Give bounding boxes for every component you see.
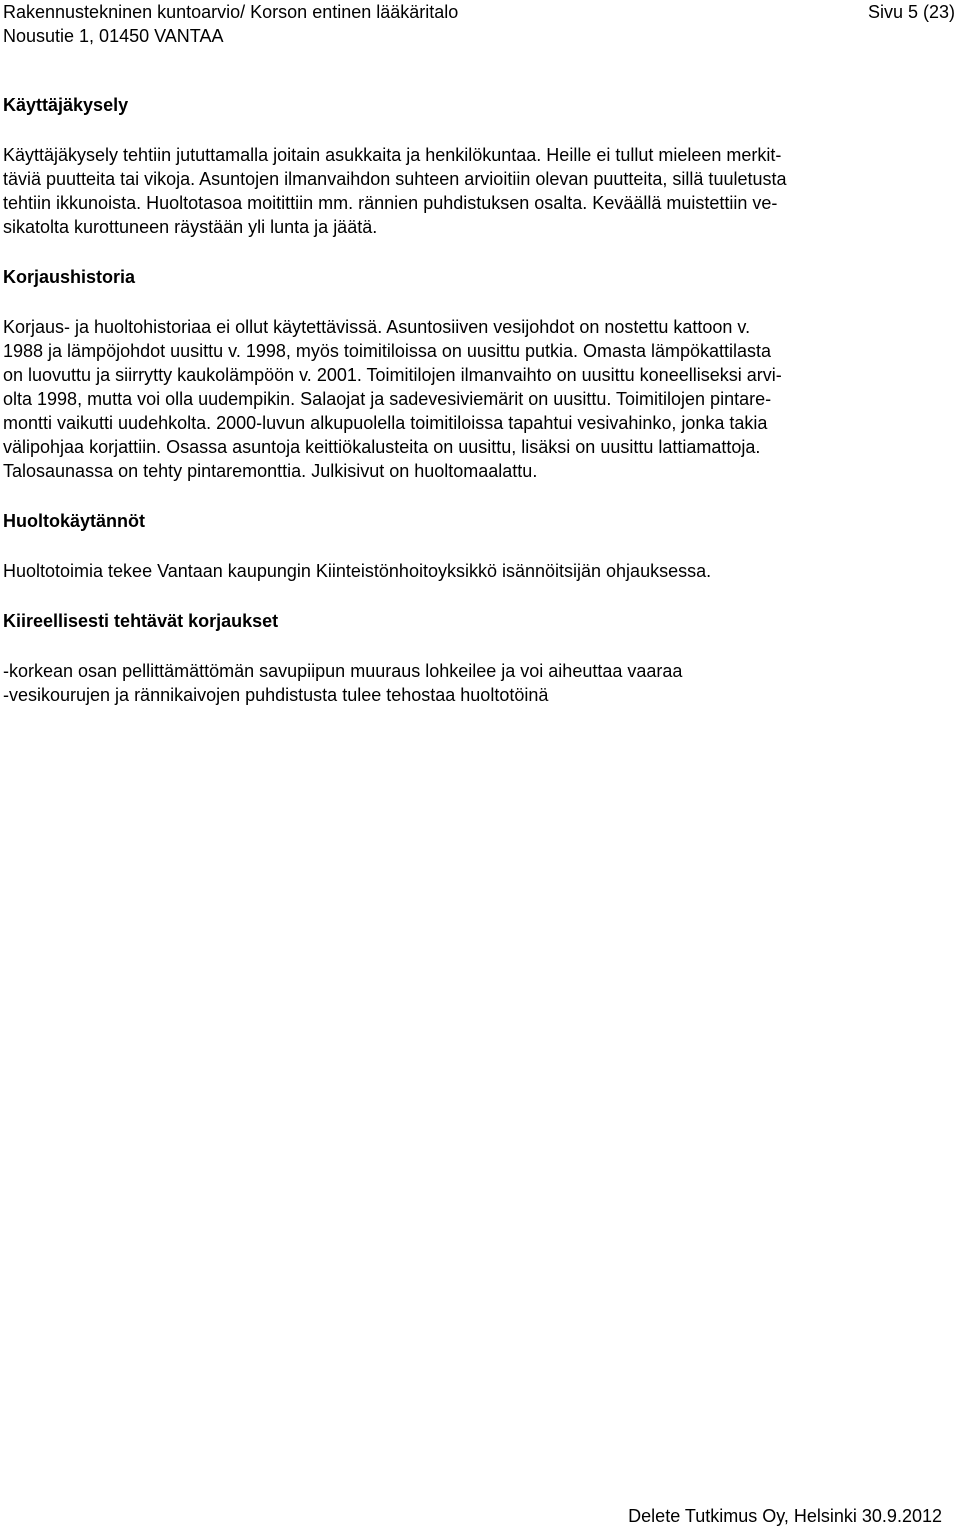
paragraph-line: välipohjaa korjattiin. Osassa asuntoja keittiökalusteita on uusittu, lisäksi on uusittu lattiamattoja.	[3, 437, 761, 457]
paragraph-line: montti vaikutti uudehkolta. 2000-luvun alkupuolella toimitiloissa tapahtui vesivahinko, jonka takia	[3, 413, 768, 433]
document-body	[3, 93, 955, 707]
paragraph-line: Talosaunassa on tehty pintaremonttia. Julkisivut on huoltomaalattu.	[3, 461, 538, 481]
paragraph-line: tehtiin ikkunoista. Huoltotasoa moitittiin mm. rännien puhdistuksen osalta. Keväällä muistettiin ve-	[3, 193, 778, 213]
section-paragraph	[3, 659, 955, 707]
header-top-row	[3, 0, 955, 24]
paragraph-line: olta 1998, mutta voi olla uudempikin. Salaojat ja sadevesiviemärit on uusittu. Toimitilojen pintare-	[3, 389, 772, 409]
section-heading: Kiireellisesti tehtävät korjaukset	[3, 611, 279, 631]
paragraph-line: on luovuttu ja siirrytty kaukolämpöön v. 2001. Toimitilojen ilmanvaihto on uusittu koneelliseksi arvi-	[3, 365, 782, 385]
paragraph-line: 1988 ja lämpöjohdot uusittu v. 1998, myös toimitiloissa on uusittu putkia. Omasta lämpökattilasta	[3, 341, 772, 361]
section-paragraph	[3, 143, 955, 239]
list-item: -korkean osan pellittämättömän savupiipun muuraus lohkeilee ja voi aiheuttaa vaaraa	[3, 661, 683, 681]
list-item: -vesikourujen ja rännikaivojen puhdistusta tulee tehostaa huoltotöinä	[3, 685, 549, 705]
document-title: Rakennustekninen kuntoarvio/ Korson entinen lääkäritalo	[3, 2, 459, 22]
page-footer: Delete Tutkimus Oy, Helsinki 30.9.2012	[628, 1506, 942, 1526]
section-maintenance-practices	[3, 509, 955, 609]
property-address: Nousutie 1, 01450 VANTAA	[3, 26, 224, 46]
page-number: Sivu 5 (23)	[867, 2, 955, 22]
paragraph-line: täviä puutteita tai vikoja. Asuntojen ilmanvaihdon suhteen arvioitiin olevan puutteita, sillä tuuletusta	[3, 169, 787, 189]
page-header	[3, 0, 955, 48]
section-paragraph	[3, 559, 955, 583]
section-heading: Korjaushistoria	[3, 267, 136, 287]
paragraph-line: Huoltotoimia tekee Vantaan kaupungin Kiinteistönhoitoyksikkö isännöitsijän ohjauksessa.	[3, 561, 712, 581]
section-repair-history	[3, 265, 955, 509]
section-heading: Käyttäjäkysely	[3, 95, 129, 115]
paragraph-line: Käyttäjäkysely tehtiin jututtamalla joitain asukkaita ja henkilökuntaa. Heille ei tullut mieleen merkit-	[3, 145, 782, 165]
paragraph-line: Korjaus- ja huoltohistoriaa ei ollut käytettävissä. Asuntosiiven vesijohdot on nostettu kattoon v.	[3, 317, 751, 337]
section-heading: Huoltokäytännöt	[3, 511, 145, 531]
section-user-survey	[3, 93, 955, 265]
section-urgent-repairs	[3, 609, 955, 707]
paragraph-line: sikatolta kurottuneen räystään yli lunta ja jäätä.	[3, 217, 378, 237]
section-paragraph	[3, 315, 955, 483]
